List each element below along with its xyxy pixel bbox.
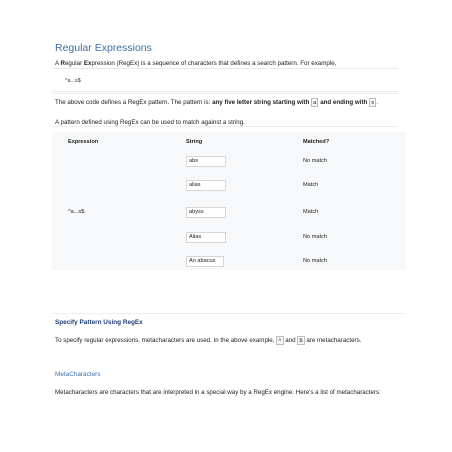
string-cell: Alias (186, 232, 226, 243)
inline-code-a: a (313, 99, 317, 106)
section-paragraph (55, 334, 400, 347)
page-title: Regular Expressions (55, 42, 152, 54)
section-para-tail: are metacharacters. (304, 337, 362, 344)
intro-text-c: pression (RegEx) is a sequence of characters that defines a search pattern. For example, (91, 60, 337, 67)
metacharacters-paragraph: Metacharacters are characters that are interpreted in a special way by a RegEx engine. Here's a list of metacharacters: (55, 389, 381, 396)
string-cell: abs (186, 156, 226, 167)
matched-cell: No match (303, 234, 327, 240)
header-string: String (186, 139, 203, 145)
inline-code-dollar: $ (299, 337, 303, 344)
header-expression: Expression (68, 139, 99, 145)
code-example: ^a...s$ (65, 78, 81, 84)
matched-cell: Match (303, 182, 319, 188)
string-cell: An abacus (186, 256, 224, 267)
intro-paragraph (55, 60, 400, 68)
code-block (52, 68, 398, 92)
intro-bold-ex: Ex (83, 60, 92, 67)
inline-code-caret: ^ (278, 337, 282, 344)
regex-table (52, 132, 406, 270)
pattern-tail: . (376, 99, 379, 106)
pattern-bold: any five letter string starting with (212, 99, 310, 106)
pattern-bold-2: and ending with (318, 99, 370, 106)
matched-cell: No match (303, 258, 327, 264)
section-specify-pattern (52, 313, 404, 413)
string-cell: abyss (186, 207, 226, 218)
inline-code-s: s (371, 99, 375, 106)
metacharacters-heading: MetaCharacters (55, 371, 101, 378)
section-para-and: and (283, 337, 298, 344)
header-matched: Matched? (303, 139, 330, 145)
match-sentence: A pattern defined using RegEx can be used to match against a string. (55, 119, 245, 126)
pattern-paragraph (55, 97, 395, 108)
expression-cell: ^a...s$ (68, 209, 85, 215)
string-cell: alias (186, 180, 226, 191)
intro-text-b: egular (64, 60, 84, 67)
pattern-lead: The above code defines a RegEx pattern. The pattern is: (55, 99, 213, 106)
matched-cell: Match (303, 209, 319, 215)
intro-bold-r: R (60, 60, 65, 67)
section-para-lead: To specify regular expressions, metacharacters are used. In the above example, (55, 337, 277, 344)
intro-text-a: A (55, 60, 61, 67)
section-heading: Specify Pattern Using RegEx (55, 319, 143, 326)
matched-cell: No match (303, 158, 327, 164)
